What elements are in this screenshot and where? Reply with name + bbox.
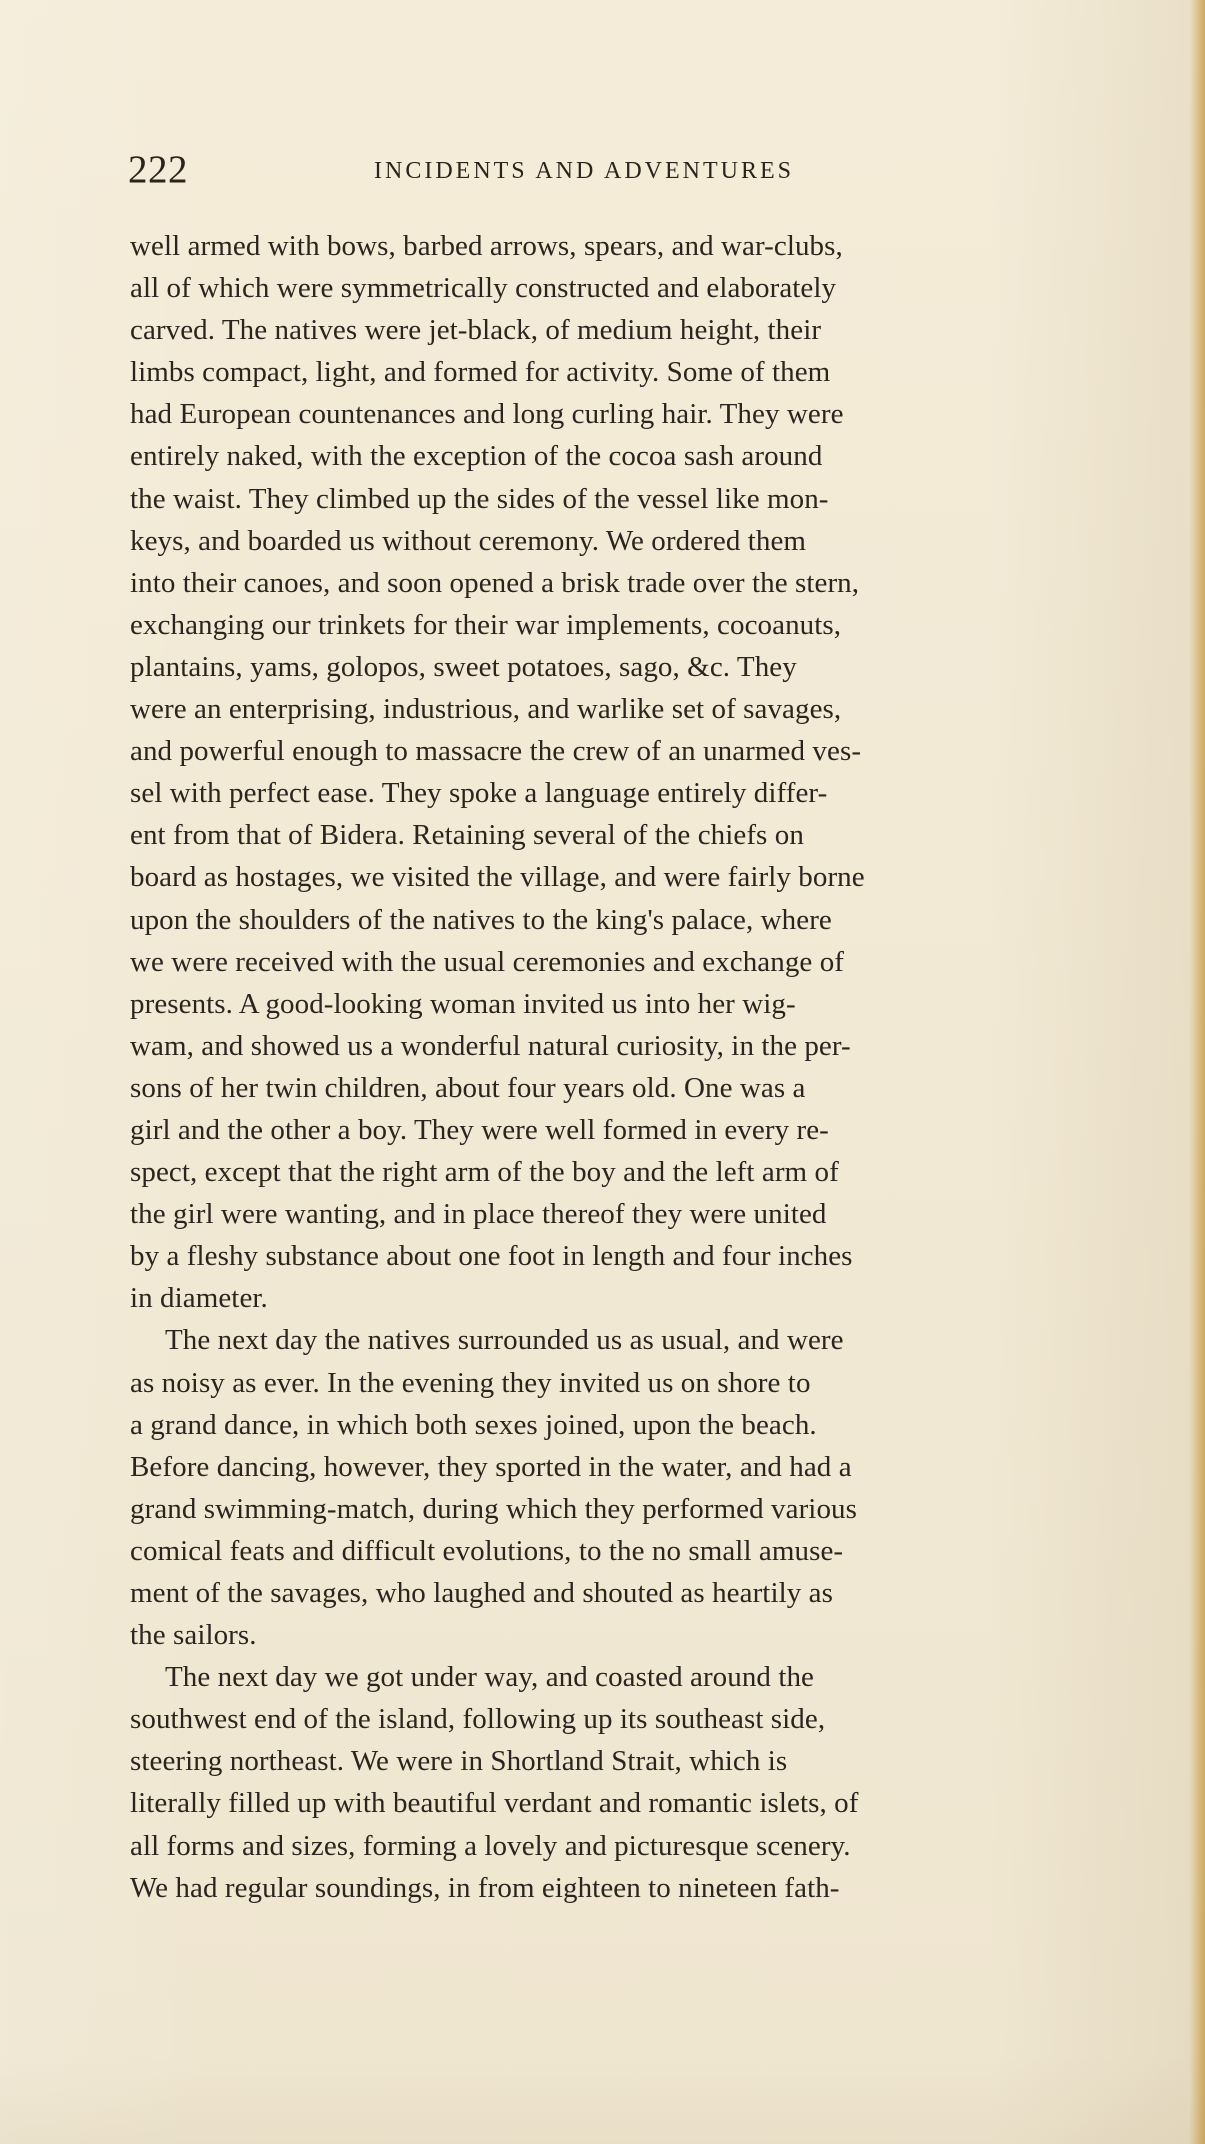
running-title: INCIDENTS AND ADVENTURES — [374, 158, 794, 184]
text-line: we were received with the usual ceremonies and exchange of — [130, 945, 845, 978]
text-line: comical feats and difficult evolutions, to the no small amuse- — [130, 1534, 844, 1567]
text-line: upon the shoulders of the natives to the king's palace, where — [130, 903, 832, 936]
text-line: presents. A good-looking woman invited us into her wig- — [130, 987, 796, 1020]
text-line: were an enterprising, industrious, and warlike set of savages, — [130, 693, 842, 726]
text-line: the waist. They climbed up the sides of the vessel like mon- — [130, 482, 829, 515]
page-edge — [1189, 0, 1205, 2144]
text-line: well armed with bows, barbed arrows, spears, and war-clubs, — [130, 230, 843, 262]
text-line: the sailors. — [130, 1619, 257, 1652]
text-line: limbs compact, light, and formed for activity. Some of them — [130, 356, 831, 389]
text-line: spect, except that the right arm of the boy and the left arm of — [130, 1156, 839, 1189]
text-line: in diameter. — [130, 1282, 268, 1315]
text-line: the girl were wanting, and in place thereof they were united — [130, 1198, 827, 1231]
text-line: entirely naked, with the exception of the cocoa sash around — [130, 440, 823, 473]
text-line: all of which were symmetrically constructed and elaborately — [130, 272, 837, 305]
text-line: steering northeast. We were in Shortland Strait, which is — [130, 1745, 788, 1778]
text-line: Before dancing, however, they sported in the water, and had a — [130, 1450, 852, 1483]
text-line: had European countenances and long curling hair. They were — [130, 398, 844, 431]
text-line: all forms and sizes, forming a lovely and picturesque scenery. — [130, 1829, 851, 1862]
text-line: a grand dance, in which both sexes joined, upon the beach. — [130, 1408, 817, 1441]
text-line: girl and the other a boy. They were well formed in every re- — [130, 1113, 829, 1146]
text-line: carved. The natives were jet-black, of medium height, their — [130, 314, 822, 347]
text-line: exchanging our trinkets for their war implements, cocoanuts, — [130, 608, 842, 641]
paragraph-start-line: The next day we got under way, and coasted around the — [165, 1661, 814, 1694]
text-line: ent from that of Bidera. Retaining several of the chiefs on — [130, 819, 804, 852]
text-line: keys, and boarded us without ceremony. We ordered them — [130, 524, 807, 557]
text-line: literally filled up with beautiful verdant and romantic islets, of — [130, 1787, 859, 1820]
body-text — [130, 225, 1110, 1909]
page-number: 222 — [128, 148, 188, 191]
text-line: grand swimming-match, during which they performed various — [130, 1492, 857, 1525]
text-line: into their canoes, and soon opened a brisk trade over the stern, — [130, 566, 860, 599]
text-line: ment of the savages, who laughed and shouted as heartily as — [130, 1577, 833, 1609]
text-line: and powerful enough to massacre the crew of an unarmed ves- — [130, 735, 862, 768]
text-line: board as hostages, we visited the village, and were fairly borne — [130, 861, 865, 894]
text-line: southwest end of the island, following up its southeast side, — [130, 1703, 826, 1736]
text-line: sel with perfect ease. They spoke a language entirely differ- — [130, 777, 828, 810]
text-line: We had regular soundings, in from eighteen to nineteen fath- — [130, 1871, 840, 1904]
page-shadow — [0, 2054, 1205, 2144]
text-line: wam, and showed us a wonderful natural curiosity, in the per- — [130, 1029, 851, 1062]
text-line: as noisy as ever. In the evening they invited us on shore to — [130, 1366, 811, 1399]
text-line: by a fleshy substance about one foot in length and four inches — [130, 1240, 853, 1273]
text-line: plantains, yams, golopos, sweet potatoes, sago, &c. They — [130, 650, 797, 683]
text-line: sons of her twin children, about four years old. One was a — [130, 1071, 806, 1104]
paragraph-start-line: The next day the natives surrounded us as usual, and were — [165, 1324, 844, 1357]
page-header — [128, 150, 1108, 190]
